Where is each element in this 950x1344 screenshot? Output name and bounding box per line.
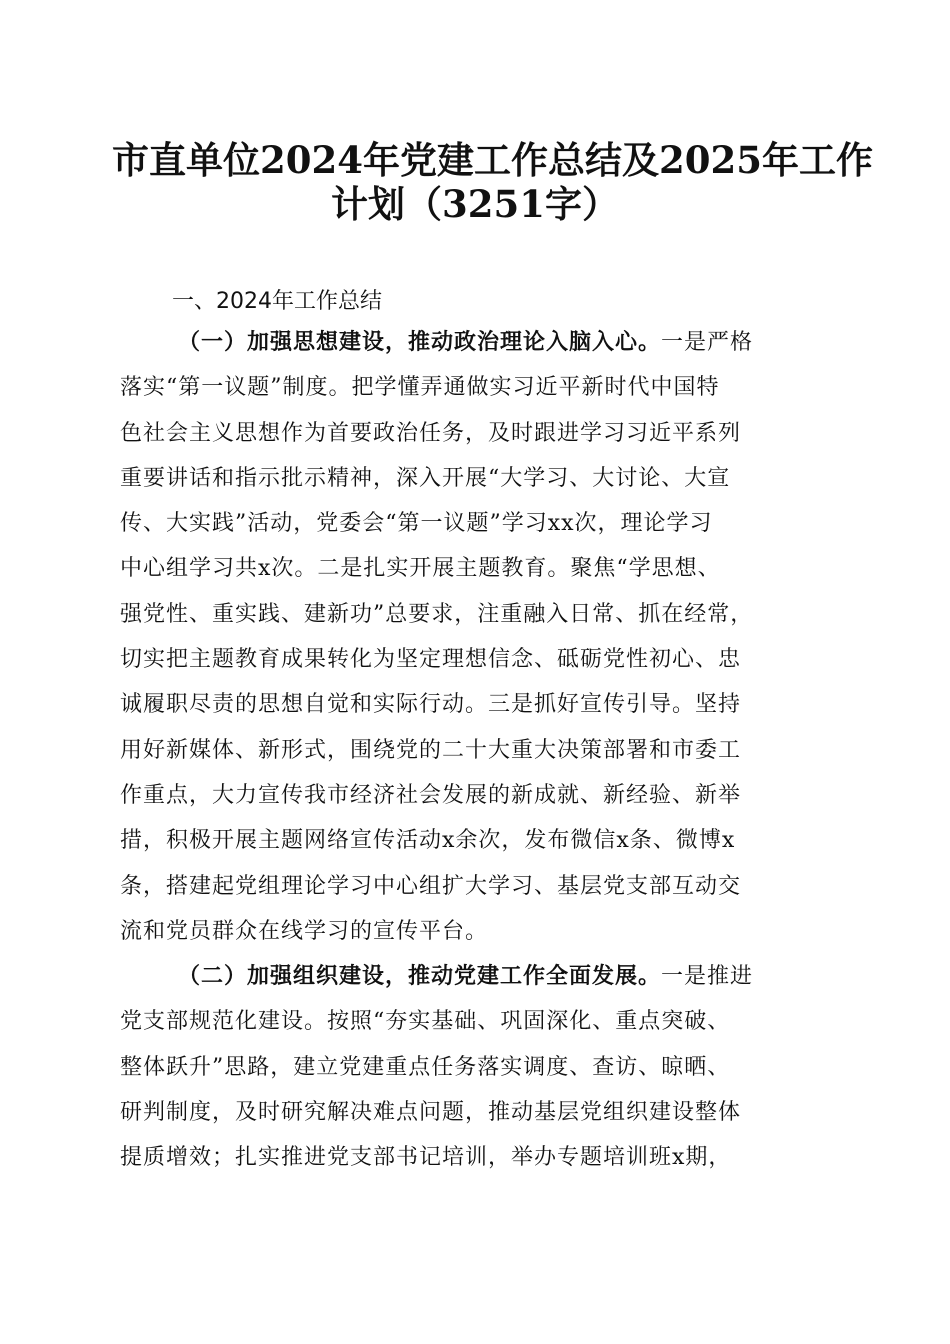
paragraph-line: 传、大实践”活动，党委会“第一议题”学习xx次，理论学习 bbox=[120, 511, 713, 537]
paragraph-first-line bbox=[120, 320, 830, 365]
paragraph-line: 提质增效；扎实推进党支部书记培训，举办专题培训班x期， bbox=[120, 1145, 732, 1171]
paragraph-first-line bbox=[120, 954, 830, 999]
paragraph-line-text: 一是推进 bbox=[661, 964, 754, 990]
paragraph-2 bbox=[120, 954, 830, 1180]
paragraph-line: 诚履职尽责的思想自觉和实际行动。三是抓好宣传引导。坚持 bbox=[120, 692, 742, 718]
paragraph-line: 色社会主义思想作为首要政治任务，及时跟进学习习近平系列 bbox=[120, 420, 742, 446]
paragraph-line: 用好新媒体、新形式，围绕党的二十大重大决策部署和市委工 bbox=[120, 737, 742, 763]
paragraph-line: 重要讲话和指示批示精神，深入开展“大学习、大讨论、大宣 bbox=[120, 465, 731, 491]
paragraph-line: 整体跃升”思路，建立党建重点任务落实调度、查访、晾晒、 bbox=[120, 1054, 731, 1080]
paragraph-line: 中心组学习共x次。二是扎实开展主题教育。聚焦“学思想、 bbox=[120, 556, 721, 582]
paragraph-line: 强党性、重实践、建新功”总要求，注重融入日常、抓在经常， bbox=[120, 601, 754, 627]
paragraph-line: 党支部规范化建设。按照“夯实基础、巩固深化、重点突破、 bbox=[120, 1009, 731, 1035]
paragraph-1 bbox=[120, 320, 830, 954]
section-heading: 一、2024年工作总结 bbox=[172, 289, 382, 314]
paragraph-line: 流和党员群众在线学习的宣传平台。 bbox=[120, 918, 489, 944]
title-line-1: 市直单位2024年党建工作总结及2025年工作 bbox=[112, 138, 873, 182]
paragraph-line: 作重点，大力宣传我市经济社会发展的新成就、新经验、新举 bbox=[120, 782, 742, 808]
document-title bbox=[112, 138, 873, 226]
paragraph-line: 措，积极开展主题网络宣传活动x余次，发布微信x条、微博x bbox=[120, 828, 736, 854]
title-line-2: 计划（3251字） bbox=[331, 182, 619, 226]
paragraph-lead: （二）加强组织建设，推动党建工作全面发展。 bbox=[178, 963, 662, 990]
paragraph-line: 切实把主题教育成果转化为坚定理想信念、砥砺党性初心、忠 bbox=[120, 647, 742, 673]
paragraph-line: 条，搭建起党组理论学习中心组扩大学习、基层党支部互动交 bbox=[120, 873, 742, 899]
paragraph-line-text: 一是严格 bbox=[661, 330, 754, 355]
paragraph-line: 研判制度，及时研究解决难点问题，推动基层党组织建设整体 bbox=[120, 1100, 742, 1126]
paragraph-line: 落实“第一议题”制度。把学懂弄通做实习近平新时代中国特 bbox=[120, 375, 720, 401]
paragraph-lead: （一）加强思想建设，推动政治理论入脑入心。 bbox=[178, 329, 662, 355]
